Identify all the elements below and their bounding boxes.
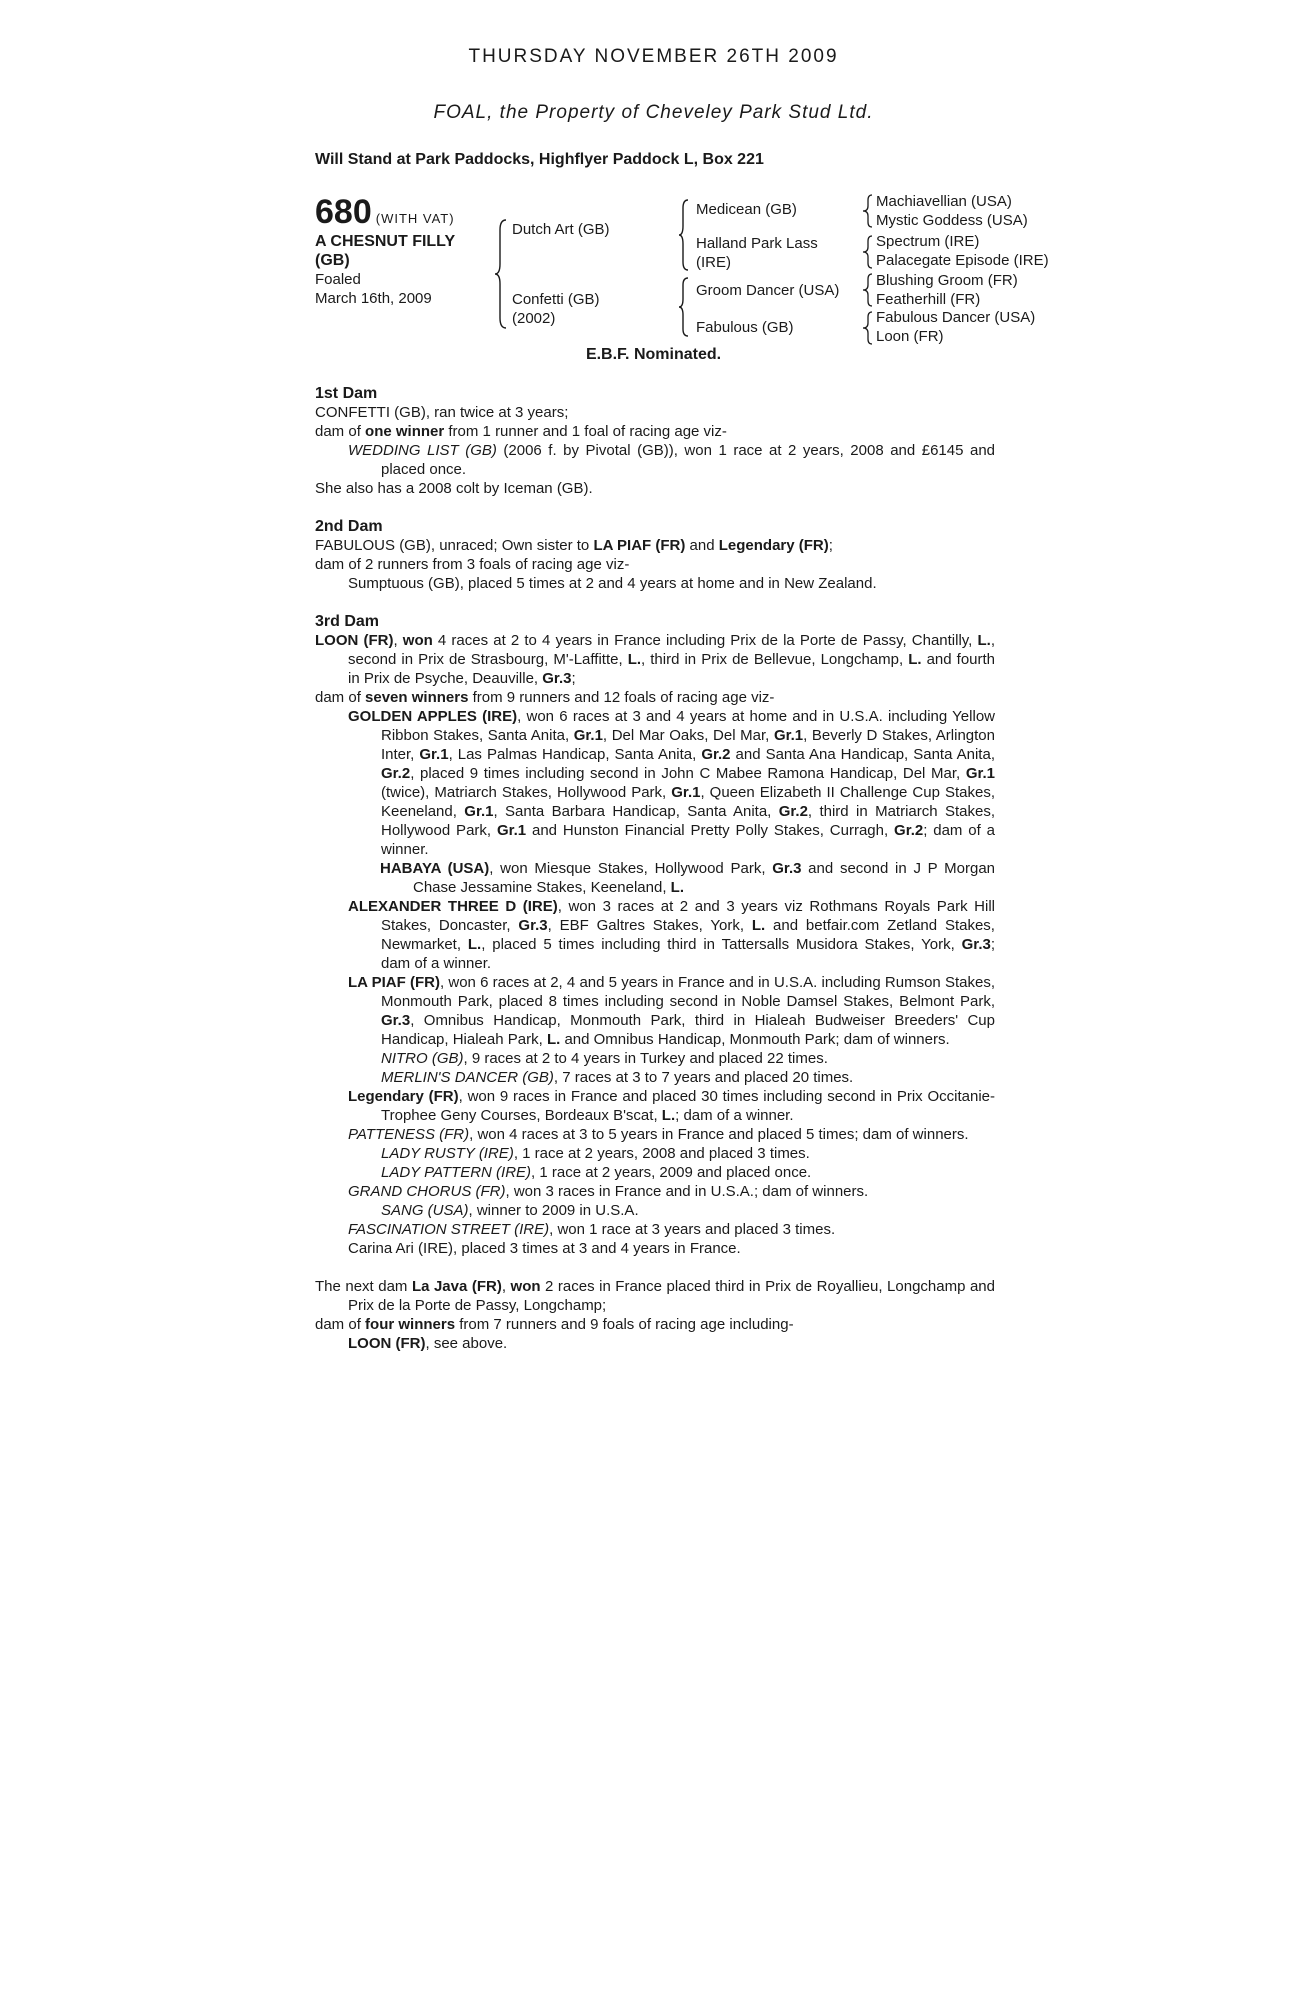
- grandsire-2: Spectrum (IRE): [876, 233, 980, 250]
- dam: Confetti (GB): [512, 291, 600, 308]
- second-dam-line: FABULOUS (GB), unraced; Own sister to LA PIAF (FR) and Legendary (FR);: [315, 537, 833, 554]
- dam-year: (2002): [512, 310, 556, 327]
- ebf-nomination: E.B.F. Nominated.: [585, 346, 722, 363]
- foaled-label: Foaled: [315, 271, 361, 288]
- first-dam-produce: dam of one winner from 1 runner and 1 foal of racing age viz-: [315, 423, 727, 440]
- sire-dam-country: (IRE): [696, 254, 731, 271]
- lot-info: [315, 192, 455, 308]
- sire-dam: Halland Park Lass: [696, 235, 818, 252]
- produce-entry: HABAYA (USA), won Miesque Stakes, Hollywood Park, Gr.3 and second in J P Morgan Chase Jessamine Stakes, Keeneland, L.: [380, 860, 996, 896]
- produce-entry: FASCINATION STREET (IRE), won 1 race at 3 years and placed 3 times.: [348, 1221, 836, 1238]
- first-dam-line: CONFETTI (GB), ran twice at 3 years;: [315, 404, 569, 421]
- second-dam-produce: dam of 2 runners from 3 foals of racing age viz-: [315, 556, 630, 573]
- lot-number: 680: [315, 193, 372, 231]
- pedigree-brace-g1: [862, 193, 874, 229]
- produce-entry: SANG (USA), winner to 2009 in U.S.A.: [381, 1202, 639, 1219]
- produce-entry: Sumptuous (GB), placed 5 times at 2 and 4 years at home and in New Zealand.: [348, 575, 877, 592]
- lot-name: A CHESNUT FILLY: [315, 233, 456, 250]
- produce-entry: ALEXANDER THREE D (IRE), won 3 races at 2 and 3 years viz Rothmans Royals Park Hill Stakes, Doncaster, Gr.3, EBF Galtres Stakes, York, L. and betfair.com Zetland Stakes, Newmarket, L., placed 5 times including third in Tattersalls Musidora Stakes, York, Gr.3; dam of a winner.: [348, 898, 995, 972]
- sire: Dutch Art (GB): [512, 221, 610, 238]
- stand-location: Will Stand at Park Paddocks, Highflyer Paddock L, Box 221: [315, 151, 764, 168]
- dam-sire: Groom Dancer (USA): [696, 282, 840, 299]
- produce-entry: MERLIN'S DANCER (GB), 7 races at 3 to 7 years and placed 20 times.: [381, 1069, 854, 1086]
- next-dam-line: The next dam La Java (FR), won 2 races in France placed third in Prix de Royallieu, Longchamp and Prix de la Porte de Passy, Longchamp;: [315, 1278, 995, 1314]
- produce-entry: NITRO (GB), 9 races at 2 to 4 years in Turkey and placed 22 times.: [381, 1050, 828, 1067]
- pedigree-brace-g3: [862, 272, 874, 308]
- pedigree-brace-dam: [678, 276, 690, 338]
- granddam-1: Mystic Goddess (USA): [876, 212, 1028, 229]
- produce-entry: GRAND CHORUS (FR), won 3 races in France and in U.S.A.; dam of winners.: [348, 1183, 869, 1200]
- lot-name-country: (GB): [315, 252, 350, 269]
- produce-entry: WEDDING LIST (GB) (2006 f. by Pivotal (GB)), won 1 race at 2 years, 2008 and £6145 and placed once.: [348, 442, 995, 478]
- third-dam-line: LOON (FR), won 4 races at 2 to 4 years in France including Prix de la Porte de Passy, Chantilly, L., second in Prix de Strasbourg, M'-Laffitte, L., third in Prix de Bellevue, Longchamp, L. and fourth in Prix de Psyche, Deauville, Gr.3;: [315, 632, 996, 687]
- vendor-line: FOAL, the Property of Cheveley Park Stud Ltd.: [433, 102, 874, 123]
- first-dam-heading: 1st Dam: [315, 385, 378, 402]
- grandsire-3: Blushing Groom (FR): [876, 272, 1018, 289]
- dam-dam: Fabulous (GB): [696, 319, 794, 336]
- produce-entry: Carina Ari (IRE), placed 3 times at 3 and 4 years in France.: [348, 1240, 741, 1257]
- third-dam-produce: dam of seven winners from 9 runners and 12 foals of racing age viz-: [315, 689, 775, 706]
- third-dam-heading: 3rd Dam: [315, 613, 380, 630]
- first-dam-note: She also has a 2008 colt by Iceman (GB).: [315, 480, 593, 497]
- produce-entry: Legendary (FR), won 9 races in France and placed 30 times including second in Prix Occitanie-Trophee Geny Courses, Bordeaux B'scat, L.; dam of a winner.: [348, 1088, 995, 1124]
- produce-entry: LOON (FR), see above.: [348, 1335, 508, 1352]
- sale-date: THURSDAY NOVEMBER 26TH 2009: [468, 46, 839, 67]
- granddam-4: Loon (FR): [876, 328, 944, 345]
- pedigree-brace-sire: [678, 198, 690, 272]
- granddam-3: Featherhill (FR): [876, 291, 981, 308]
- grandsire-1: Machiavellian (USA): [876, 193, 1012, 210]
- dam-details: [315, 384, 995, 1353]
- pedigree-brace-g4: [862, 310, 874, 346]
- produce-entry: GOLDEN APPLES (IRE), won 6 races at 3 and 4 years at home and in U.S.A. including Yellow Ribbon Stakes, Santa Anita, Gr.1, Del Mar Oaks, Del Mar, Gr.1, Beverly D Stakes, Arlington Inter, Gr.1, Las Palmas Handicap, Santa Anita, Gr.2 and Santa Ana Handicap, Santa Anita, Gr.2, placed 9 times including second in John C Mabee Ramona Handicap, Del Mar, Gr.1 (twice), Matriarch Stakes, Hollywood Park, Gr.1, Queen Elizabeth II Challenge Cup Stakes, Keeneland, Gr.1, Santa Barbara Handicap, Santa Anita, Gr.2, third in Matriarch Stakes, Hollywood Park, Gr.1 and Hunston Financial Pretty Polly Stakes, Curragh, Gr.2; dam of a winner.: [348, 708, 996, 858]
- produce-entry: LADY PATTERN (IRE), 1 race at 2 years, 2009 and placed once.: [381, 1164, 812, 1181]
- pedigree-brace-main: [494, 218, 508, 330]
- second-dam-heading: 2nd Dam: [315, 518, 383, 535]
- grandsire-4: Fabulous Dancer (USA): [876, 309, 1036, 326]
- produce-entry: PATTENESS (FR), won 4 races at 3 to 5 years in France and placed 5 times; dam of winners.: [348, 1126, 969, 1143]
- produce-entry: LA PIAF (FR), won 6 races at 2, 4 and 5 years in France and in U.S.A. including Rumson Stakes, Monmouth Park, placed 8 times including second in Noble Damsel Stakes, Belmont Park, Gr.3, Omnibus Handicap, Monmouth Park, third in Hialeah Budweiser Breeders' Cup Handicap, Hialeah Park, L. and Omnibus Handicap, Monmouth Park; dam of winners.: [348, 974, 995, 1048]
- vat-note: (WITH VAT): [375, 211, 455, 226]
- foaled-date: March 16th, 2009: [315, 290, 432, 307]
- next-dam-produce: dam of four winners from 7 runners and 9 foals of racing age including-: [315, 1316, 794, 1333]
- sire-sire: Medicean (GB): [696, 201, 797, 218]
- produce-entry: LADY RUSTY (IRE), 1 race at 2 years, 2008 and placed 3 times.: [381, 1145, 810, 1162]
- granddam-2: Palacegate Episode (IRE): [876, 252, 1049, 269]
- pedigree-brace-g2: [862, 234, 874, 270]
